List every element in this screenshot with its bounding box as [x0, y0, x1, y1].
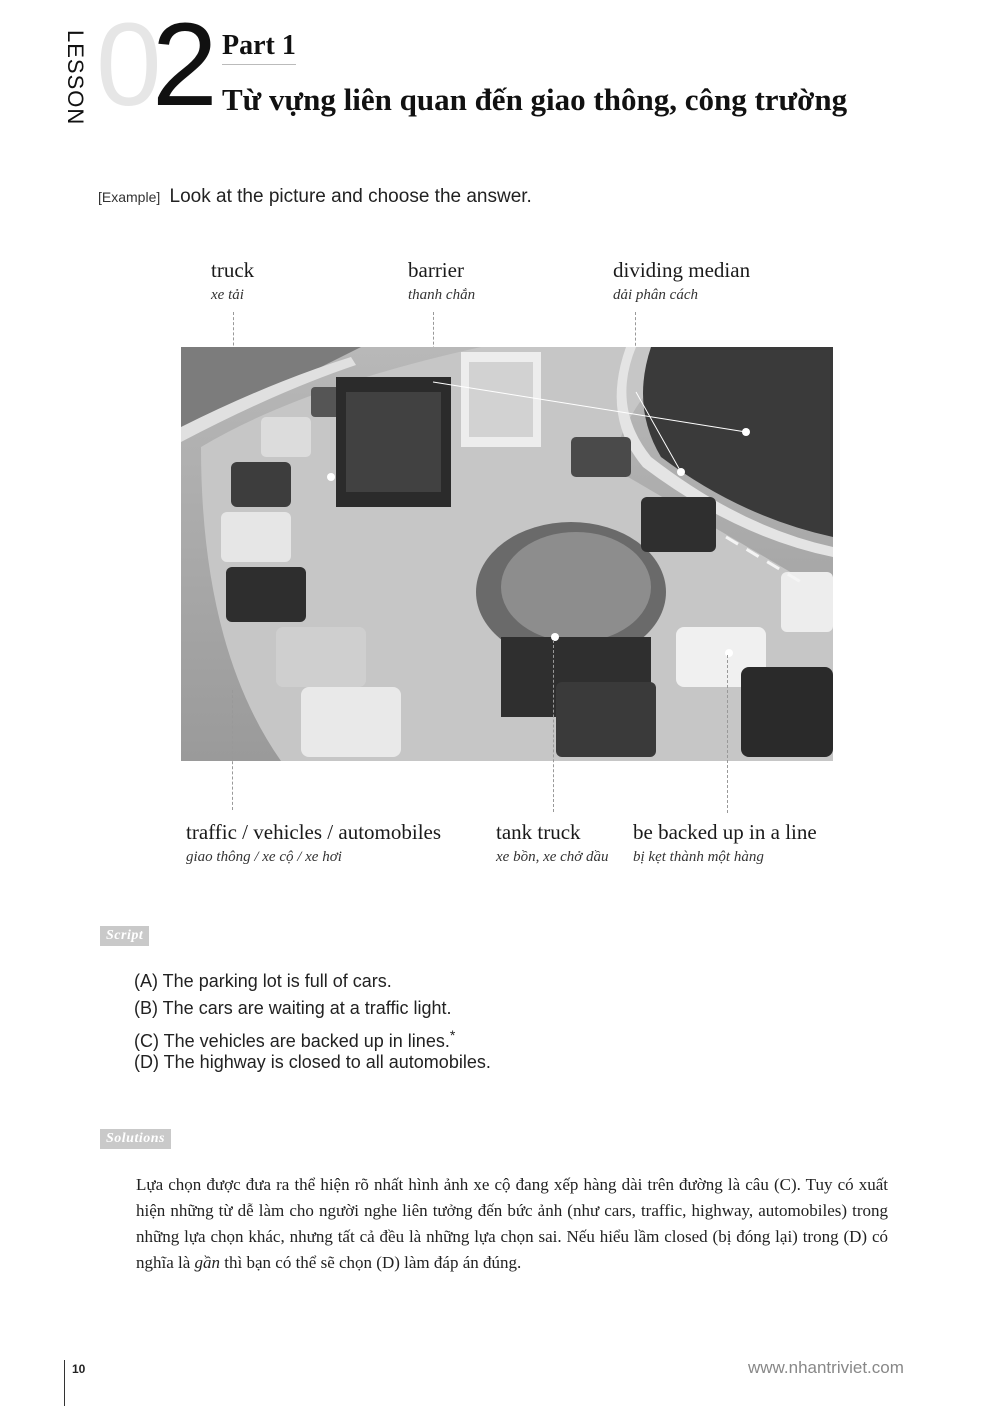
- vocab-backed-up: [633, 820, 817, 866]
- lesson-number-ghost: 0: [96, 0, 162, 131]
- option-b: (B) The cars are waiting at a traffic light.: [134, 998, 452, 1018]
- solution-part-1: Lựa chọn được đưa ra thể hiện rõ nhất hình ảnh xe cộ đang xếp hàng dài trên đường là câu (C). Tuy có xuất hiện những từ dễ làm cho người nghe liên tưởng đến bức ảnh (như cars, traffic, highway, automobiles) trong những lựa chọn khác, nhưng tất cả đều là những lựa chọn sai. Nếu hiểu lầm closed (bị đóng lại) trong (D) có nghĩa là: [136, 1175, 888, 1272]
- instruction: [98, 186, 532, 208]
- solution-text: [136, 1172, 888, 1276]
- script-badge: Script: [100, 926, 149, 946]
- vocab-vi: xe tải: [211, 287, 244, 303]
- example-tag: [Example]: [98, 189, 161, 205]
- solution-part-2: thì bạn có thể sẽ chọn (D) làm đáp án đúng.: [220, 1253, 522, 1272]
- part-label: Part 1: [222, 30, 296, 65]
- vocab-vi: thanh chắn: [408, 287, 476, 303]
- footer-divider: [64, 1360, 65, 1406]
- vocab-en: traffic / vehicles / automobiles: [186, 820, 442, 844]
- traffic-photo-illustration: [181, 347, 833, 761]
- solutions-badge: Solutions: [100, 1129, 171, 1149]
- traffic-photo: [181, 347, 833, 761]
- leader-line: [727, 655, 728, 813]
- vocab-dividing-median: [613, 258, 750, 304]
- vocab-en: tank truck: [496, 820, 581, 844]
- option-c: [134, 1022, 491, 1049]
- solution-emphasis: gần: [194, 1253, 221, 1272]
- vocab-en: dividing median: [613, 258, 751, 282]
- page-number: 10: [72, 1362, 86, 1376]
- answer-mark: *: [449, 1027, 456, 1043]
- lesson-number: 2: [152, 0, 218, 131]
- vocab-en: barrier: [408, 258, 464, 282]
- site-link[interactable]: www.nhantriviet.com: [748, 1358, 904, 1377]
- option-a: (A) The parking lot is full of cars.: [134, 971, 392, 991]
- vocab-vi: bị kẹt thành một hàng: [633, 849, 764, 865]
- answer-options: [134, 968, 491, 1076]
- page-title: Từ vựng liên quan đến giao thông, công trường: [222, 82, 848, 117]
- vocab-barrier: [408, 258, 475, 304]
- vocab-en: truck: [211, 258, 255, 282]
- leader-line: [553, 640, 554, 812]
- vocab-vi: giao thông / xe cộ / xe hơi: [186, 849, 342, 865]
- vocab-vi: dải phân cách: [613, 287, 698, 303]
- option-d: (D) The highway is closed to all automobiles.: [134, 1052, 491, 1072]
- vocab-truck: [211, 258, 254, 304]
- vocab-vi: xe bồn, xe chở dầu: [496, 849, 609, 865]
- vocab-traffic: [186, 820, 441, 866]
- lesson-label: LESSON: [63, 30, 88, 126]
- leader-line: [232, 690, 233, 810]
- vocab-en: be backed up in a line: [633, 820, 817, 844]
- vocab-tank-truck: [496, 820, 609, 866]
- option-c-text: (C) The vehicles are backed up in lines.: [134, 1031, 450, 1051]
- instruction-text: Look at the picture and choose the answer.: [169, 186, 532, 207]
